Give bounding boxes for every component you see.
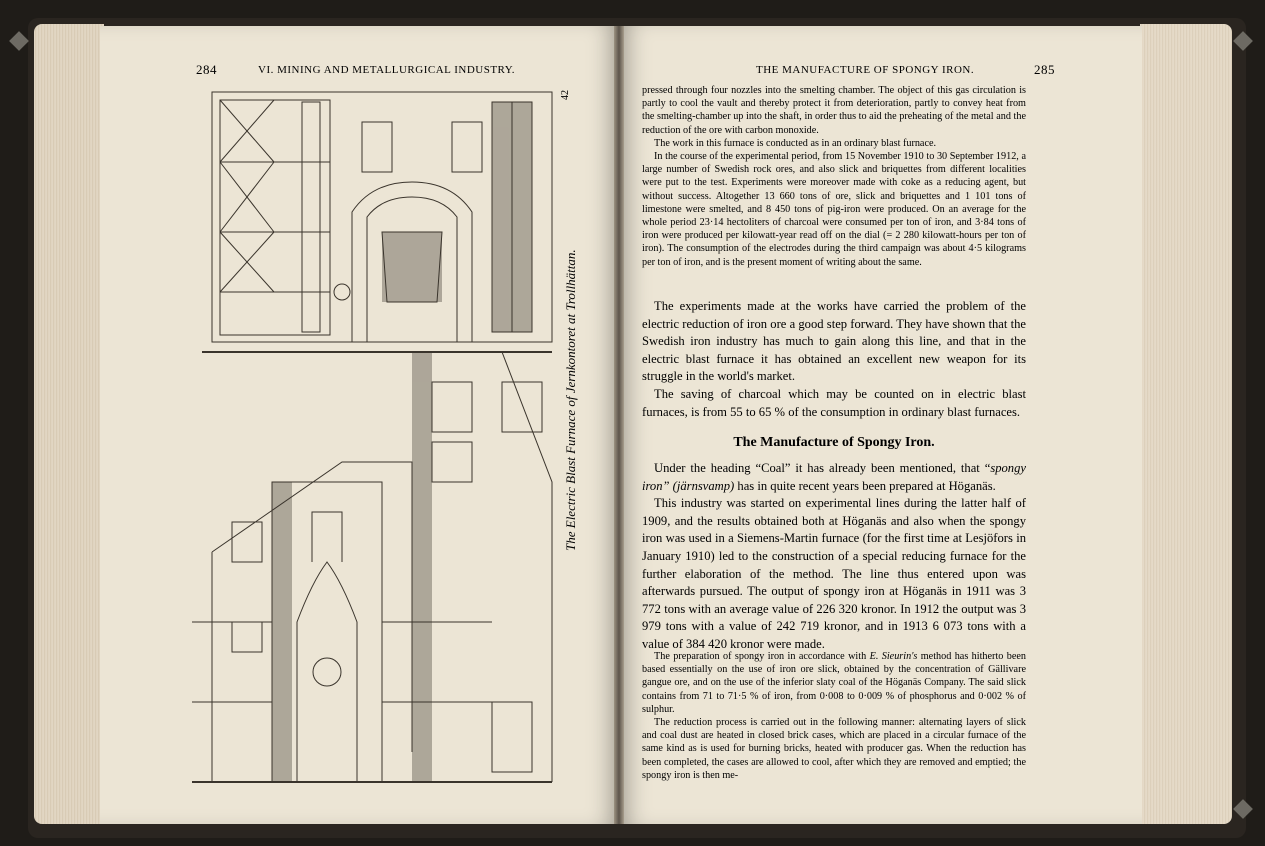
paragraph: The work in this furnace is conducted as in an ordinary blast furnace. bbox=[654, 137, 937, 149]
text-block-large-1 bbox=[642, 298, 1026, 421]
text-run: Under the heading “Coal” it has already been mentioned, that “ bbox=[654, 461, 991, 475]
paragraph: The saving of charcoal which may be counted on in electric blast furnaces, is from 55 to 65 % of the consumption in ordinary blast furnaces. bbox=[642, 386, 1026, 419]
text-block-small-1 bbox=[642, 84, 1026, 269]
figure-caption: The Electric Blast Furnace of Jernkontoret at Trollhättan. bbox=[563, 249, 578, 551]
right-page-number: 285 bbox=[1034, 62, 1055, 77]
right-page-edges bbox=[1140, 24, 1232, 824]
paragraph: pressed through four nozzles into the smelting chamber. The object of this gas circulation is partly to cool the vault and thereby protect it from deterioration, partly to convey heat from the smelting-chamber up into the shaft, in order thus to aid the preheating of the metal and the reduction of the ore with carbon monoxide. bbox=[642, 85, 1026, 136]
text-run: has in quite recent years been prepared at Höganäs. bbox=[734, 478, 996, 493]
italic-name: E. Sieurin's bbox=[869, 651, 918, 662]
plate-number: 42 bbox=[560, 90, 571, 100]
right-running-head: THE MANUFACTURE OF SPONGY IRON. bbox=[756, 64, 975, 76]
text-block-large-2 bbox=[642, 460, 1026, 654]
section-heading: The Manufacture of Spongy Iron. bbox=[733, 435, 935, 450]
paragraph: This industry was started on experimental lines during the latter half of 1909, and the results obtained both at Höganäs and also when the spongy iron was used in a Siemens-Martin furnace (for the first time at Lesjöfors in January 1910) led to the construction of a special reducing furnace for the further elaboration of the method. The line thus entered upon was afterwards pursued. The output of spongy iron at Höganäs in 1911 was 3 772 tons with an average value of 226 320 kronor. In 1912 the output was 3 979 tons with a value of 242 719 kronor, and in 1913 6 073 tons with a value of 384 420 kronor were made. bbox=[642, 496, 1026, 651]
text-run: The preparation of spongy iron in accordance with bbox=[654, 651, 870, 662]
paragraph bbox=[642, 650, 1026, 716]
text-block-small-2 bbox=[642, 650, 1026, 782]
blast-furnace-drawing bbox=[112, 62, 558, 820]
italic-term: spongy iron” (järnsvamp) bbox=[642, 461, 1026, 493]
paragraph: The experiments made at the works have carried the problem of the electric reduction of iron ore a good step forward. They have shown that the Swedish iron industry has much to gain along this line, and that in the electric blast furnace it has obtained an excellent new weapon for its struggle in the world's market. bbox=[642, 299, 1026, 384]
text-run: method has hitherto been based essentially on the use of iron ore slick, obtained by the concentration of Gällivare gangue ore, and on the use of the inferior slaty coal of the Höganäs Company. The said slick contains from 71 to 71·5 % of iron, from 0·008 to 0·009 % of phosphorus and 0·002 % of sulphur. bbox=[642, 651, 1026, 715]
left-page-edges bbox=[34, 24, 104, 824]
paragraph: The reduction process is carried out in the following manner: alternating layers of slick and coal dust are heated in closed brick cases, which are placed in a circular furnace of the same kind as is used for burning bricks, heated with producer gas. When the reduction has been completed, the cases are allowed to cool, after which they are removed and emptied; the spongy iron is then me- bbox=[642, 717, 1026, 781]
book-gutter bbox=[614, 26, 624, 824]
corner-clip-top-left bbox=[9, 31, 29, 51]
left-page-number: 284 bbox=[196, 62, 217, 77]
left-running-head: VI. MINING AND METALLURGICAL INDUSTRY. bbox=[258, 64, 516, 76]
paragraph bbox=[642, 460, 1026, 495]
paragraph: In the course of the experimental period, from 15 November 1910 to 30 September 1912, a large number of Swedish rock ores, and also slick and briquettes from different localities were put to the test. Experiments were moreover made with coke as a reducing agent, but without success. Altogether 13 660 tons of ore, slick and briquettes and 1 101 tons of limestone were smelted, and 8 450 tons of pig-iron were produced. On an average for the whole period 23·14 hectoliters of charcoal were consumed per ton of iron, and 3·84 tons of iron were produced per kilowatt-year read off on the dial (= 2 280 kilowatt-hours per ton of iron). The consumption of the electrodes during the third campaign was about 4·5 kilograms per ton of iron, and is the present moment of writing about the same. bbox=[642, 151, 1026, 268]
